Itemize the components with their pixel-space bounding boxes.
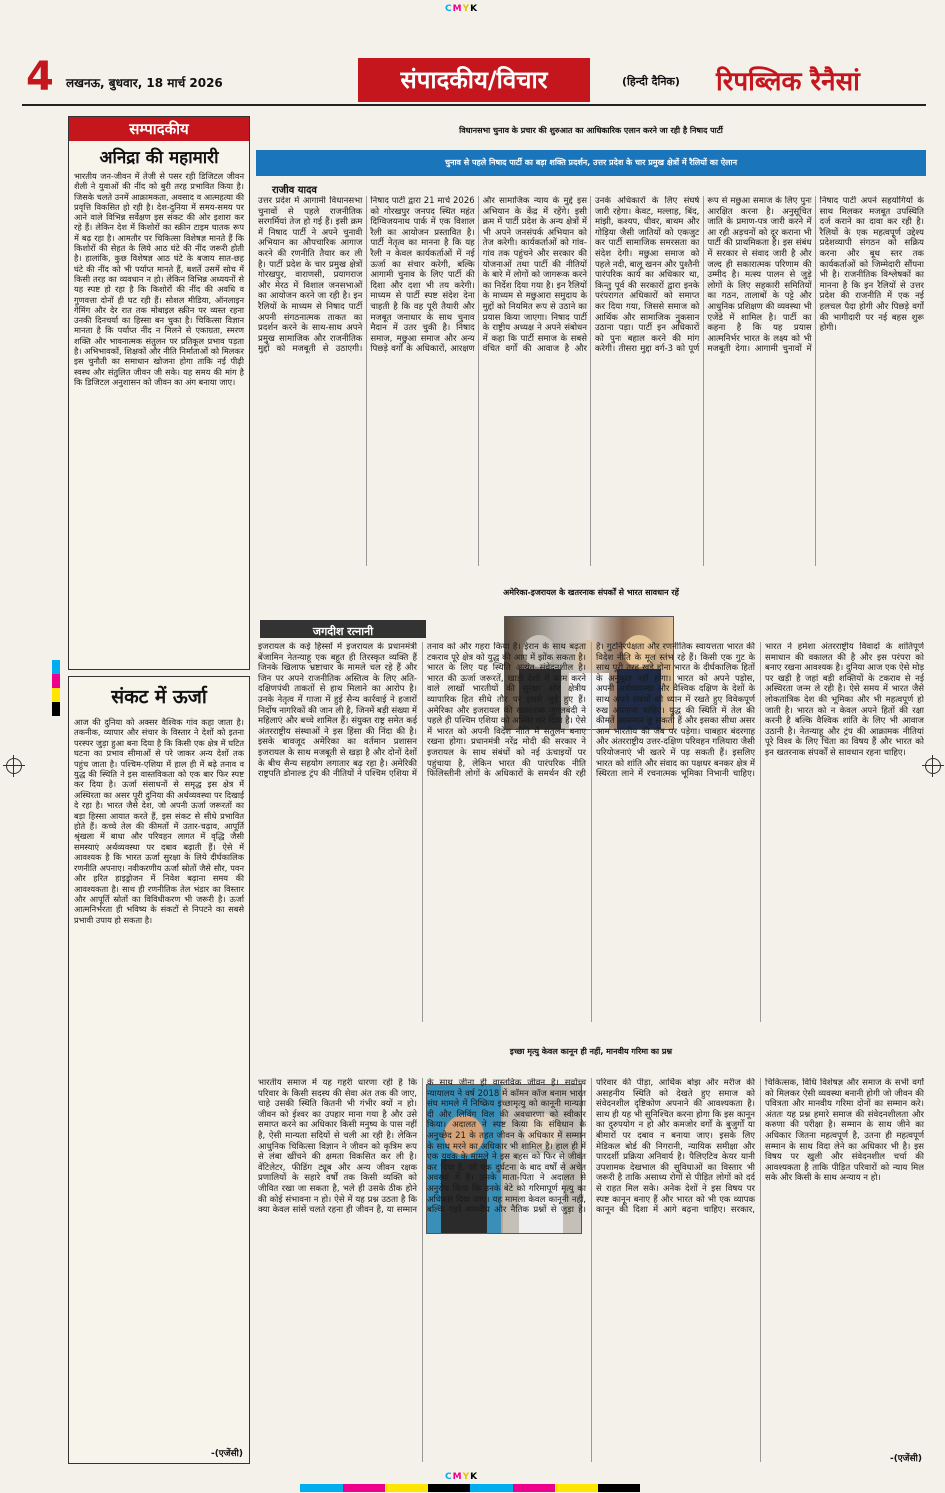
- article3-signoff: -(एजेंसी): [886, 1451, 922, 1464]
- article1: [256, 116, 926, 568]
- article2-byline-box: [260, 620, 426, 638]
- editorial-box-title: सम्पादकीय: [69, 117, 249, 141]
- article2: [256, 572, 926, 1024]
- editorial-body: भारतीय जन-जीवन में तेजी से पसर रही डिजिटल जीवन शैली ने युवाओं की नींद को बुरी तरह प्रभावित किया है। जिसके चलते उनमें आक्रामकता, अवसाद व आत्महत्या की प्रवृत्ति विकसित हो रही है। देश-दुनिया में समय-समय पर आने वाले विभिन्न सर्वेक्षण इस संकट की ओर इशारा कर रहे हैं। लेकिन देश में किशोरों का स्क्रीन टाइम घातक रूप में बढ़ रहा है। आमतौर पर चिकित्सा विशेषज्ञ मानते हैं कि किशोरों की सेहत के लिये आठ घंटे की नींद जरूरी होती है। हालांकि, कुछ विशेषज्ञ आठ घंटे के बजाय सात-छह घंटे की नींद को भी पर्याप्त मानते हैं, बशर्ते उसमें सोच में किसी तरह का व्यवधान न हो। लेकिन विभिन्न अध्ययनों से यह स्पष्ट हो रहा है कि किशोरों की नींद की अवधि व गुणवत्ता दोनों ही घट रही हैं। सोशल मीडिया, ऑनलाइन गेमिंग और देर रात तक मोबाइल स्क्रीन पर व्यस्त रहना उनकी दिनचर्या का हिस्सा बन चुका है। चिकित्सा विज्ञान मानता है कि पर्याप्त नींद न मिलने से एकाग्रता, स्मरण शक्ति और भावनात्मक संतुलन पर प्रतिकूल प्रभाव पड़ता है। अभिभावकों, शिक्षकों और नीति निर्माताओं को मिलकर इस चुनौती का समाधान खोजना होगा ताकि नई पीढ़ी स्वस्थ और संतुलित जीवन जी सके। यह समय की मांग है कि डिजिटल अनुशासन को जीवन का अंग बनाया जाए।: [74, 171, 244, 387]
- editorial2-body: आज की दुनिया को अक्सर वैश्विक गांव कहा जाता है। तकनीक, व्यापार और संचार के विस्तार ने देशों को इतना परस्पर जुड़ा हुआ बना दिया है कि किसी एक क्षेत्र में घटित घटना का प्रभाव सीमाओं से परे जाकर अन्य देशों तक पहुंच जाता है। पश्चिम-एशिया में हाल ही में बढ़े तनाव व युद्ध की स्थिति ने इस वास्तविकता को एक बार फिर स्पष्ट कर दिया है। ऊर्जा संसाधनों से समृद्ध इस क्षेत्र में अस्थिरता का असर पूरी दुनिया की अर्थव्यवस्था पर दिखाई दे रहा है। भारत जैसे देश, जो अपनी ऊर्जा जरूरतों का बड़ा हिस्सा आयात करते हैं, इस संकट से सीधे प्रभावित होते हैं। कच्चे तेल की कीमतों में उतार-चढ़ाव, आपूर्ति श्रृंखला में बाधा और परिवहन लागत में वृद्धि जैसी समस्याएं अर्थव्यवस्था पर दबाव बढ़ाती हैं। ऐसे में आवश्यक है कि भारत ऊर्जा सुरक्षा के लिये दीर्घकालिक रणनीति अपनाए। नवीकरणीय ऊर्जा स्रोतों जैसे सौर, पवन और हरित हाइड्रोजन में निवेश बढ़ाना समय की आवश्यकता है। साथ ही रणनीतिक तेल भंडार का विस्तार और आपूर्ति स्रोतों का विविधीकरण भी जरूरी है। ऊर्जा आत्मनिर्भरता ही भविष्य के संकटों से निपटने का सबसे प्रभावी उपाय हो सकता है।: [74, 717, 244, 925]
- page-number: 4: [26, 54, 54, 100]
- editorial2-signoff: -(एजेंसी): [210, 1449, 243, 1459]
- color-strip-left: [52, 660, 60, 716]
- article1-headline: विधानसभा चुनाव के प्रचार की शुरुआत का आधिकारिक एलान करने जा रही है निषाद पार्टी: [459, 126, 723, 135]
- article1-subheadline-bar: [256, 150, 926, 176]
- article1-byline: राजीव यादव: [272, 185, 317, 196]
- editorial-title: अनिद्रा की महामारी: [99, 148, 219, 168]
- paper-tag: (हिन्दी दैनिक): [622, 75, 680, 88]
- article2-body: इजरायल के कई हिस्सों में इजरायल के प्रधानमंत्री बेंजामिन नेतन्याहू एक बहुत ही तिरस्कृत व्यक्ति हैं जिनके खिलाफ भ्रष्टाचार के मामले चल रहे हैं और जिन पर अपने राजनीतिक अस्तित्व के लिए अति-दक्षिणपंथी ताकतों से हाथ मिलाने का आरोप है। उनके नेतृत्व में गाजा में हुई सैन्य कार्रवाई ने हजारों निर्दोष नागरिकों की जान ली है, जिनमें बड़ी संख्या में महिलाएं और बच्चे शामिल हैं। संयुक्त राष्ट्र समेत कई अंतरराष्ट्रीय संस्थाओं ने इस हिंसा की निंदा की है। इसके बावजूद अमेरिका का वर्तमान प्रशासन इजरायल के साथ मजबूती से खड़ा है और दोनों देशों के बीच सैन्य सहयोग लगातार बढ़ रहा है। अमेरिकी राष्ट्रपति डोनाल्ड ट्रंप की नीतियों ने पश्चिम एशिया में तनाव को और गहरा किया है। ईरान के साथ बढ़ता टकराव पूरे क्षेत्र को युद्ध की आग में झोंक सकता है। भारत के लिए यह स्थिति अत्यंत संवेदनशील है। भारत की ऊर्जा जरूरतें, खाड़ी देशों में काम करने वाले लाखों भारतीयों की सुरक्षा और क्षेत्रीय व्यापारिक हित सीधे तौर पर इससे जुड़े हुए हैं। अमेरिका और इजरायल की खतरनाक जुगलबंदी ने पहले ही पश्चिम एशिया को अस्थिर कर दिया है। ऐसे में भारत को अपनी विदेश नीति में संतुलन बनाए रखना होगा। प्रधानमंत्री नरेंद्र मोदी की सरकार ने इजरायल के साथ संबंधों को नई ऊंचाइयों पर पहुंचाया है, लेकिन भारत की पारंपरिक नीति फिलिस्तीनी लोगों के अधिकारों के समर्थन की रही है। गुटनिरपेक्षता और रणनीतिक स्वायत्तता भारत की विदेश नीति के मूल स्तंभ रहे हैं। किसी एक गुट के साथ पूरी तरह खड़े होना भारत के दीर्घकालिक हितों के अनुकूल नहीं होगा। भारत को अपने पड़ोस, अपनी अर्थव्यवस्था और वैश्विक दक्षिण के देशों के साथ अपने संबंधों को ध्यान में रखते हुए विवेकपूर्ण रुख अपनाना चाहिए। युद्ध की स्थिति में तेल की कीमतें आसमान छू सकती हैं और इसका सीधा असर आम भारतीय की जेब पर पड़ेगा। चाबहार बंदरगाह और अंतरराष्ट्रीय उत्तर-दक्षिण परिवहन गलियारा जैसी परियोजनाएं भी खतरे में पड़ सकती हैं। इसलिए भारत को शांति और संवाद का पक्षधर बनकर क्षेत्र में स्थिरता लाने में रचनात्मक भूमिका निभानी चाहिए। भारत ने हमेशा अंतरराष्ट्रीय विवादों के शांतिपूर्ण समाधान की वकालत की है और इस परंपरा को बनाए रखना आवश्यक है। दुनिया आज एक ऐसे मोड़ पर खड़ी है जहां बड़ी शक्तियों के टकराव से नई अस्थिरता जन्म ले रही है। ऐसे समय में भारत जैसे लोकतांत्रिक देश की भूमिका और भी महत्वपूर्ण हो जाती है। भारत को न केवल अपने हितों की रक्षा करनी है बल्कि वैश्विक शांति के लिए भी आवाज उठानी है। नेतन्याहू और ट्रंप की आक्रामक नीतियां पूरे विश्व के लिए चिंता का विषय हैं और भारत को इन खतरनाक संपर्कों से सावधान रहना चाहिए।: [258, 642, 924, 780]
- masthead-rule: [22, 104, 926, 106]
- article2-headline: अमेरिका-इजरायल के खतरनाक संपर्कों से भारत सावधान रहें: [503, 588, 679, 597]
- article2-byline: जगदीश रत्नानी: [312, 625, 374, 638]
- paper-name: रिपब्लिक रैनैसां: [716, 67, 860, 97]
- article3-body: भारतीय समाज में यह गहरी धारणा रही है कि परिवार के किसी सदस्य की सेवा अंत तक की जाए, चाहे उसकी स्थिति कितनी भी गंभीर क्यों न हो। जीवन को ईश्वर का उपहार माना गया है और उसे समाप्त करने का अधिकार किसी मनुष्य के पास नहीं है, ऐसी मान्यता सदियों से चली आ रही है। लेकिन आधुनिक चिकित्सा विज्ञान ने जीवन को कृत्रिम रूप से लंबा खींचने की क्षमता विकसित कर ली है। वेंटिलेटर, फीडिंग ट्यूब और अन्य जीवन रक्षक प्रणालियों के सहारे वर्षों तक किसी व्यक्ति को जीवित रखा जा सकता है, भले ही उसके ठीक होने की कोई संभावना न हो। ऐसे में यह प्रश्न उठता है कि क्या केवल सांसें चलते रहना ही जीवन है, या सम्मान के साथ जीना ही वास्तविक जीवन है। सर्वोच्च न्यायालय ने वर्ष 2018 में कॉमन कॉज बनाम भारत संघ मामले में निष्क्रिय इच्छामृत्यु को कानूनी मान्यता दी और लिविंग विल की अवधारणा को स्वीकार किया। अदालत ने स्पष्ट किया कि संविधान के अनुच्छेद 21 के तहत जीवन के अधिकार में सम्मान के साथ मरने का अधिकार भी शामिल है। हाल ही में एक युवक के मामले ने इस बहस को फिर से जीवंत कर दिया है, जो एक दुर्घटना के बाद वर्षों से अचेत अवस्था में है। उसके माता-पिता ने अदालत से अनुरोध किया कि उनके बेटे को गरिमापूर्ण मृत्यु का अधिकार दिया जाए। यह मामला केवल कानूनी नहीं, बल्कि गहरे मानवीय और नैतिक प्रश्नों से जुड़ा है। परिवार की पीड़ा, आर्थिक बोझ और मरीज की असहनीय स्थिति को देखते हुए समाज को संवेदनशील दृष्टिकोण अपनाने की आवश्यकता है। साथ ही यह भी सुनिश्चित करना होगा कि इस कानून का दुरुपयोग न हो और कमजोर वर्गों के बुजुर्गों या बीमारों पर दबाव न बनाया जाए। इसके लिए मेडिकल बोर्ड की निगरानी, न्यायिक समीक्षा और पारदर्शी प्रक्रिया अनिवार्य है। पैलिएटिव केयर यानी उपशामक देखभाल की सुविधाओं का विस्तार भी जरूरी है ताकि असाध्य रोगों से पीड़ित लोगों को दर्द से राहत मिल सके। अनेक देशों ने इस विषय पर स्पष्ट कानून बनाए हैं और भारत को भी एक व्यापक कानून की दिशा में आगे बढ़ना चाहिए। सरकार, चिकित्सक, विधि विशेषज्ञ और समाज के सभी वर्गों को मिलकर ऐसी व्यवस्था बनानी होगी जो जीवन की पवित्रता और मानवीय गरिमा दोनों का सम्मान करे। अंततः यह प्रश्न हमारे समाज की संवेदनशीलता और करुणा की परीक्षा है। सम्मान के साथ जीने का अधिकार जितना महत्वपूर्ण है, उतना ही महत्वपूर्ण सम्मान के साथ विदा लेने का अधिकार भी है। इस विषय पर खुली और संवेदनशील चर्चा की आवश्यकता है ताकि पीड़ित परिवारों को न्याय मिल सके और किसी के साथ अन्याय न हो।: [258, 1078, 924, 1216]
- article1-subheadline: चुनाव से पहले निषाद पार्टी का बड़ा शक्ति प्रदर्शन, उत्तर प्रदेश के चार प्रमुख क्षेत्रों में रैलियों का ऐलान: [444, 158, 738, 167]
- cmyk-marks-bottom: CMYK: [445, 1472, 479, 1482]
- article1-body: उत्तर प्रदेश में आगामी विधानसभा चुनावों से पहले राजनीतिक सरगर्मियां तेज हो गई हैं। इसी क्रम में निषाद पार्टी ने अपने चुनावी अभियान का औपचारिक आगाज करने की रणनीति तैयार कर ली है। पार्टी प्रदेश के चार प्रमुख क्षेत्रों गोरखपुर, वाराणसी, प्रयागराज और मेरठ में विशाल जनसभाओं का आयोजन करने जा रही है। इन रैलियों के माध्यम से निषाद पार्टी अपनी संगठनात्मक ताकत का प्रदर्शन करने के साथ-साथ अपने प्रमुख सामाजिक और राजनीतिक मुद्दों को मजबूती से उठाएगी। निषाद पार्टी द्वारा 21 मार्च 2026 को गोरखपुर जनपद स्थित महंत दिग्विजयनाथ पार्क में एक विशाल रैली का आयोजन प्रस्तावित है। पार्टी नेतृत्व का मानना है कि यह रैली न केवल कार्यकर्ताओं में नई ऊर्जा का संचार करेगी, बल्कि आगामी चुनाव के लिए पार्टी की दिशा और दशा भी तय करेगी। माध्यम से पार्टी स्पष्ट संदेश देना चाहती है कि वह पूरी तैयारी और मजबूत जनाधार के साथ चुनाव मैदान में उतर चुकी है। निषाद समाज, मछुआ समाज और अन्य पिछड़े वर्गों के अधिकारों, आरक्षण और सामाजिक न्याय के मुद्दे इस अभियान के केंद्र में रहेंगे। इसी क्रम में पार्टी प्रदेश के अन्य क्षेत्रों में भी अपने जनसंपर्क अभियान को तेज करेगी। कार्यकर्ताओं को गांव-गांव तक पहुंचने और सरकार की योजनाओं तथा पार्टी की नीतियों के बारे में लोगों को जागरूक करने का निर्देश दिया गया है। इन रैलियों के माध्यम से मछुआरा समुदाय के मुद्दों को नियमित रूप से उठाने का प्रयास किया जाएगा। निषाद पार्टी के राष्ट्रीय अध्यक्ष ने अपने संबोधन में कहा कि पार्टी समाज के सबसे वंचित वर्गों की आवाज है और उनके अधिकारों के लिए संघर्ष जारी रहेगा। केवट, मल्लाह, बिंद, मांझी, कश्यप, धीवर, बाथम और गोड़िया जैसी जातियों को एकजुट कर पार्टी सामाजिक समरसता का संदेश देगी। मछुआ समाज को पहले नदी, बालू खनन और पुश्तैनी पारंपरिक कार्य का अधिकार था, किन्तु पूर्व की सरकारों द्वारा इनके परंपरागत अधिकारों को समाप्त कर दिया गया, जिससे समाज को आर्थिक और सामाजिक नुकसान उठाना पड़ा। पार्टी इन अधिकारों को पुनः बहाल करने की मांग करेगी। तीसरा मुद्दा वर्ग-3 को पूर्ण रूप से मछुआ समाज के लिए पुनः आरक्षित करना है। अनुसूचित जाति के प्रमाण-पत्र जारी करने में आ रही अड़चनों को दूर कराना भी पार्टी की प्राथमिकता है। इस संबंध में सरकार से संवाद जारी है और जल्द ही सकारात्मक परिणाम की उम्मीद है। मत्स्य पालन से जुड़े लोगों के लिए सहकारी समितियों का गठन, तालाबों के पट्टे और आधुनिक प्रशिक्षण की व्यवस्था भी एजेंडे में शामिल है। पार्टी का कहना है कि यह प्रयास आत्मनिर्भर भारत के लक्ष्य को भी मजबूती देगा। आगामी चुनावों में निषाद पार्टी अपने सहयोगियों के साथ मिलकर मजबूत उपस्थिति दर्ज कराने का दावा कर रही है। रैलियों के एक महत्वपूर्ण उद्देश्य प्रदेशव्यापी संगठन को सक्रिय करना और बूथ स्तर तक कार्यकर्ताओं को जिम्मेदारी सौंपना भी है। राजनीतिक विश्लेषकों का मानना है कि इन रैलियों से उत्तर प्रदेश की राजनीति में एक नई हलचल पैदा होगी और पिछड़े वर्गों की भागीदारी पर नई बहस शुरू होगी।: [258, 196, 924, 355]
- registration-mark-left: [6, 758, 22, 774]
- registration-mark-right: [925, 758, 941, 774]
- article3-headline: इच्छा मृत्यु केवल कानून ही नहीं, मानवीय गरिमा का प्रश्न: [509, 1047, 673, 1056]
- section-banner: [358, 58, 590, 102]
- editorial2-title: संकट में ऊर्जा: [111, 686, 207, 708]
- cmyk-marks-top: CMYK: [445, 4, 479, 14]
- article3: [256, 1032, 926, 1464]
- masthead: [22, 54, 926, 104]
- color-strip-bottom: [300, 1484, 640, 1492]
- editorial-sidebar: [68, 116, 250, 670]
- section-title: संपादकीय/विचार: [400, 66, 548, 94]
- dateline: लखनऊ, बुधवार, 18 मार्च 2026: [66, 76, 223, 90]
- editorial2-box: [68, 676, 250, 1464]
